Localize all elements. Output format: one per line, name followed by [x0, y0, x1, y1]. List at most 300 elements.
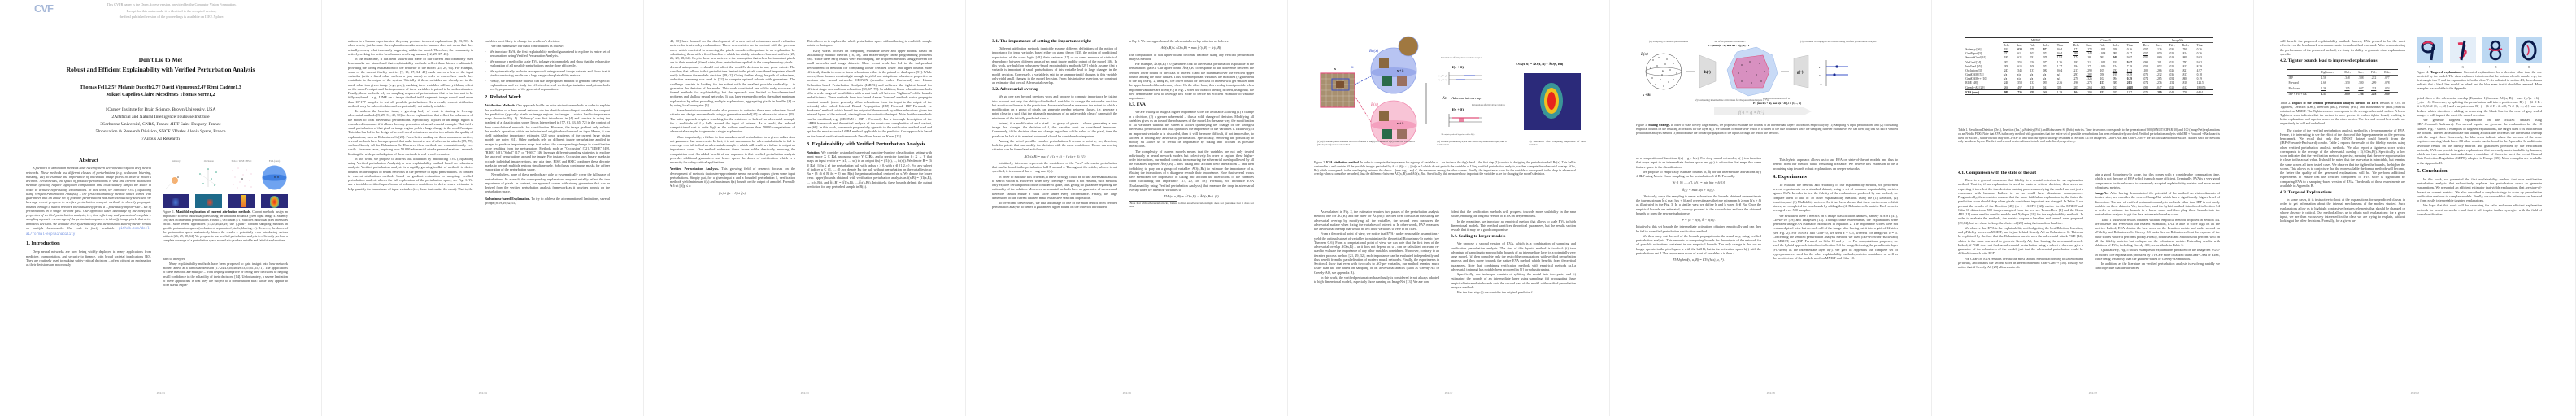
- occlusion-points-icon: [195, 164, 222, 191]
- abstract-column: Abstract A plethora of attribution methods have recently been developed to explain deep neural networks. These methods use different classes of perturbations (e.g, occlusion, blurring, masking, etc) to estimate the importance of individual image pixels to drive a model's decision. Nevertheless, the space of possible perturbations is vast and current attribution methods typically require significant computation time to accurately sample the space in order to achieve high-quality explanations. In this work, we introduce EVA (Explaining using Verified Perturbation Analysis) – the first explainability method which comes with guarantees that an entire set of possible perturbations has been exhaustively searched. We leverage recent progress in verified perturbation analysis methods to directly propagate bounds through a neural network to exhaustively probe a – potentially infinite-size – set of perturbations in a single forward pass. Our approach takes advantage of the beneficial properties of verified perturbation analysis, i.e., time efficiency and guaranteed complete – sampling agnostic – coverage of the perturbation space – to identify image pixels that drive a model's decision. We evaluate EVA systematically and demonstrate state-of-the-art results on multiple benchmarks. Our code is freely available: github.com/deel-ai/formal-explainability 1. Introduction Deep neural networks are now being widely deployed in many applications from medicine, transportation, and security to finance, with broad societal implications [40]. They are routinely used to making safety-critical decisions – often without an explanation as their decisions are notoriously: [26, 158, 152, 266]
- table-cell: -.018: [2099, 52, 2106, 56]
- footnote: 1Note that with adversarial attacks, failure to find an adversarial example does not guarantee that it does not exist.: [1129, 202, 1254, 209]
- group-header: MNIST: [2003, 38, 2069, 43]
- fig3-dots: ...: [1820, 81, 1822, 85]
- method-name: SmoothGrad [61]: [1965, 56, 1986, 60]
- table-cell: .082: [2042, 68, 2048, 72]
- table-cell: .174: [2073, 56, 2078, 60]
- table-cell: .378: [2029, 47, 2035, 51]
- section-3-3: 3.3. EVA: [1129, 102, 1146, 108]
- table-cell: .209: [2370, 81, 2377, 85]
- sample-image: [1382, 76, 1392, 86]
- table-cell: .274: [2370, 86, 2377, 90]
- fig2-label-c-dog: c (e.g. 'Dog'): [1438, 76, 1447, 77]
- right-column: 9 3 8 8 Figure 4. Targeted explanations. Generated explanations for a decision other than the one predicted by the model. The class explained is indicated at the bottom of each sample, e.g., the first sample is a '4' and the explanation is for the class '9'. As indicated in section 4.3, the red areas indicate that a black line should be added and the blue areas that it should be removed. More examples are available in the Appendix. geted class c' the adversarial overlap (Equation 1) become AO(x, B) = max f_c'(x + δ) − f_c(x + δ). Moreover, by splitting the perturbation ball into a positive one B(+) = {δ ∈ B : δi ≥ 0, ∀i ∈ {1, ..., d}} and a negative one B(−) = {δ ∈ B : δi ≤ 0, ∀i ∈ {1, ..., d}}, one can deduce which direction – adding or removing the black line in the case of gray-scaled images – will impact the most the model decision. We generate targeted explanations on the MNIST dataset using (IBP+Forward+Backward). For several inputs, we generate the explanation for the 10 classes. Fig. 7 shows 4 examples of targeted explanations, the target class c' is indicated at the bottom. The red areas indicate that adding a black line increases the adversarial overlap with the target class. Conversely, the blue areas indicate where the increase of the score requires removing black lines. All other results can be found in the Appendix. In addition to favorable results on the fidelity metrics and guarantees provided by the verification methods, EVA can provide targeted explanations that are easily understandable by humans, which are two qualities that make them a candidate of choice to meet the recent General Data Protection Regulation (GDPR) adopted in Europe [35]. More examples are available in the Appendix H. 5. Conclusion In this work, we presented the first explainability method that uses verification perturbation analysis that exhaustively explores the perturbation space to generate explanations. We presented an efficient estimator that yields explanations that are state-of-the-art on current metrics. We also described a simple strategy to scale up perturbation verification methods to complex models. Finally, we showed that this estimator can be used to form easily interpretable targeted explanations. We hope that this work will for searching for safer and more efficient explanation methods for neural networks – and that it will inspire further synergies with the field of formal verification.: [2417, 37, 2542, 380]
- table-cell: .102: [2099, 77, 2105, 81]
- left-column: 42, 60] have focused on the development of a new set of robustness-based evaluation metrics for trustworthy explanations. These new metrics are in contrast with the previous ones, which consisted in removing the pixels considered important in an explanation by substituting them with a fixed baseline – which inevitably introduces bias and artifacts [25, 26, 29, 38, 64]. Key to these new metrics is the assumption that when the important pixels are in their nominal (fixed) state, then perturbations applied to the complementary pixels – deemed unimportant – should not affect the model's decision to any great extent. The corollary that follows is that perturbations limited to the pixels considered important should easily influence the model's decision [29,42]. Going further along the path of robustness, abductive reasoning was used in [32] to compute optimal subsets with guarantees. The challenge consists in looking for the subset with the smallest possible cardinality – to guarantee the decision of the model. This work constituted one of the early successes of formal methods for explainability, but the approach was limited to low-dimensional problems and shallow neural networks. It was later extended to relax the subset minimum explanation by either providing multiple explanations, aggregating pixels in bundles [6] or by using local surrogates [9]. Some heuristics-oriented works also propose to optimize these new robustness based criteria and design new methods using a generative model [47] or adversarial attacks [29]. The latter approach requires searching for the existence or lack of an adversarial example for a multitude of ℓp balls around the input of interest. As a result, the induced computational cost is quite high as the authors used more than 50000 computations of adversarial examples to generate a single explanation. More importantly, a failure to find an adversarial perturbation for a given radius does not guarantee that none exists. In fact, it is not uncommon for adversarial attacks to fail to converge – or fail to find an adversarial example – which will result in a failure to output an importance score. Our method addresses these issues while drastically reducing the computation cost. An added benefit of our approach is that verified perturbation analysis provides additional guarantees and hence opens the doors of certification which is a necessity for safety-critical applications. Verified Perturbation Analysis. This growing field of research focuses on the development of methods that outer-approximate neural network outputs given some input perturbations. Simply put, for a given input x and a bounded perturbation δ, verification methods yield minimum f(x) and maximum f̄(x) bounds on the output of a model. Formally ∀ δ s.t ||δ||p ≤ ε: f(x) ≤ f(x + δ) ≤ f̄(x).: [670, 39, 796, 195]
- table-cell: .385: [2112, 81, 2118, 85]
- table-cell: .133: [2029, 81, 2035, 85]
- table-cell: .154: [2169, 81, 2174, 85]
- table-cell: .019: [2169, 56, 2174, 60]
- right-column: fident that the verification methods will progress towards more scalability in the near future, enabling the original version of EVA on deeper models. In the meantime, we introduce an empirical method that allows to scale EVA to high dimensional models. This method sacrifices theoretical guarantees, but the results section reveals that it may be a good compromise. 3.4. Scaling to larger models We propose a second version of EVA, which is a combination of sampling and verification perturbation analysis. The aim of this hybrid method is twofold: (i) take advantage of sampling to approach the bounds of an intermediate layer in a potentially very large model, (ii) then complete only the rest of the propagations with verified perturbation analysis and thus move towards the native EVA method which benefits from theoretical guarantees. Note that, combining verification methods with empirical methods (a.k.a adversarial training) has notably been proposed in [5] for robust training. Specifically, our technique consists of splitting the model into two parts, and (i) estimating the bounds of an intermediate layer using sampling, (ii) propagating these empirical intermediate bounds onto the second part of the model with verified perturbation analysis methods. For the first step (i) we consider the original predictor f: [1451, 210, 1576, 294]
- table-cell: .232: [2112, 68, 2118, 72]
- page-number: 16156: [1122, 391, 1131, 395]
- page-number: 16159: [2088, 391, 2097, 395]
- column-header: Time: [2056, 43, 2064, 47]
- table-cell: 0.36: [2196, 47, 2202, 51]
- table-cell: .232: [2156, 73, 2162, 77]
- column-header: Ins.↑: [2156, 43, 2163, 47]
- table-cell: 1.55: [2320, 92, 2343, 98]
- table-cell: .054: [2169, 77, 2174, 81]
- table-cell: .171: [2086, 64, 2092, 68]
- table-cell: .048: [2112, 56, 2118, 60]
- table-cell: .260: [2003, 85, 2009, 89]
- table-cell: .048: [2168, 90, 2181, 95]
- figure-2-caption: Figure 2. EVA attribution method. In order to compute the importance for a group of variables u – for instance the dog's head – the first step (1) consists in designing the perturbation ball Bu(x). This ball is centered in x and contain all the possible images perturbed by δ s.t ||δ||p ≤ ε, ||δu||p = 0 which do not perturb the variables u. Using verified perturbation analysis, we then compute the adversarial overlap ĀO(x, Bu) which corresponds to the overlapping between the class c – here dog – and c', the maximum among the other classes. Finally, the importance score for the variable u corresponds to the drop in adversarial overlap when u cannot be perturbed, thus the difference between ĀO(x, B) and ĀO(x, Bu). Specifically, this measures how important the variables u are for changing the model's decision.: [1314, 161, 1576, 176]
- left-column: will benefit the proposed explainability method. Indeed, EVA proved to be the most effective on the benchmark when an accurate formal method was used. After demonstrating the performance of the proposed method, we study its ability to generate class explanations specific. 4.2. Tighter bounds lead to improved explanations Tightness↓ Del.↓ Ins.↑ Fid.↑ Rob.↓ IBP 4.58 .348 .588 .222 .077 Forward 2.66 .350 .580 .209 .078 Backward 2.36 .115 .607 .274 .074 IBP + Fo. + Ba. 1.55 .089 .736 .428 .069 Table 2. Impact of the verified perturbation analysis method on EVA. Results of EVA on Tightness, Deletion (Del.), Insertion (Ins.), Fidelity (Fid.) and Robustness-Sr (Rob.) metrics obtained on MNIST. The Tightness score corresponds to the average adversarial surface. A lower Tightness score indicates that the method is more precise: it reaches tighter bound, resulting in better explanations and superior scores on the other metrics. The first and second best results are respectively in bold and underlined. The choice of the verified perturbation analysis method is a hyperparameter of EVA. Hence, it is interesting to see the effect of the choice of this hyperparameter on the previous benchmark. We recall that only the MNIST dataset could benefit from the (IBP+Forward+Backward) combo. Table 2 reports the results of the fidelity metrics using other verified perturbation analysis methods. We also report a tightness score which corresponds to the average of the adversarial overlap : E(ĀO(x,B)). Specifically, a low score indicates that the verification method is precise, meaning that the over-approximation is closer to the actual value. It should be noted that the true value is intractable, but remains the same across all three tested cases. We observe that the tighter the bounds, the higher the scores. This allows us to conjecture that the more scalable the formal methods will become, the better the quality of the generated explanations will be. We perform additional experiments to ensure that the certified component of EVA score is significant by comparing EVA to a sampling-based version of EVA. The details of those experiments are available in Appendix B. 4.3. Targeted Explanations In some cases, it is instructive to look at the explanations for unpredicted classes in order to get information about the internal mechanisms of the models studied. Such explanations allow us to highlight contrastive features: elements that should be changed or whose absence is critical. Our method allows us to obtain such explanations: for a given input, we are then exclusively interested in the class we are trying to explain, without looking at the other decisions. Formally, for a given tar-: [2280, 39, 2405, 223]
- sample-image: [1397, 76, 1407, 86]
- table-cell: .194: [2073, 64, 2078, 68]
- table-cell: .200: [2073, 52, 2078, 56]
- method-name: Greedy-AS [29]: [1965, 85, 1985, 89]
- table-cell: .070: [2142, 90, 2156, 95]
- table-cell: 0.39: [2126, 73, 2133, 77]
- table-cell: .157: [2099, 81, 2105, 85]
- table-cell: .070: [2042, 56, 2048, 60]
- abstract-text: A plethora of attribution methods have recently been developed to explain deep neural networks. These methods use different classes of perturbations (e.g, occlusion, blurring, masking, etc) to estimate the importance of individual image pixels to drive a model's decision. Nevertheless, the space of possible perturbations is vast and current attribution methods typically require significant computation time to accurately sample the space in order to achieve high-quality explanations. In this work, we introduce EVA (Explaining using Verified Perturbation Analysis) – the first explainability method which comes with guarantees that an entire set of possible perturbations has been exhaustively searched. We leverage recent progress in verified perturbation analysis methods to directly propagate bounds through a neural network to exhaustively probe a – potentially infinite-size – set of perturbations in a single forward pass. Our approach takes advantage of the beneficial properties of verified perturbation analysis, i.e., time efficiency and guaranteed complete – sampling agnostic – coverage of the perturbation space – to identify image pixels that drive a model's decision. We evaluate EVA systematically and demonstrate state-of-the-art results on multiple benchmarks. Our code is freely available: github.com/deel-ai/formal-explainability: [26, 166, 152, 236]
- fig3-bx: B(x): [1641, 53, 1648, 57]
- digit-explanation-image: [2450, 37, 2476, 63]
- table-cell: .154: [2112, 64, 2118, 68]
- cvf-logo: CVF: [34, 2, 53, 15]
- table-1: [1965, 37, 2213, 95]
- table-cell: .580: [2358, 81, 2364, 85]
- table-cell: 20.5: [2126, 81, 2133, 85]
- column-header: Fid.↑: [2369, 70, 2382, 76]
- equation-set: P = [h − h(x), h̄ − h(x)].: [1682, 218, 1716, 222]
- group-header: Cifar-10: [2073, 38, 2139, 43]
- table-cell: .143: [2086, 52, 2092, 56]
- section-4: 4. Experiments: [1773, 173, 1807, 180]
- table-cell: .195: [2112, 73, 2118, 77]
- fig3-g: g(·): [1797, 71, 1804, 75]
- figure-1: [163, 159, 288, 208]
- abstract-heading: Abstract: [79, 158, 98, 163]
- fig3-step3: (3) Continue to propagate the bounds using verified perturbation analysis: [1800, 40, 1877, 43]
- table-cell: .137: [2029, 68, 2035, 72]
- table-cell: .105: [2099, 68, 2105, 72]
- targeted-explanation: 8: [2516, 37, 2542, 69]
- method-name: GradCAM [53]: [1965, 73, 1984, 77]
- section-5: 5. Conclusion: [2417, 167, 2448, 174]
- column-header: Rob.↓: [2383, 70, 2398, 76]
- fig2-label-fxd: f(x + δ): [1452, 65, 1464, 69]
- table-cell: -.012: [2099, 60, 2106, 64]
- table-cell: 1.91: [2056, 56, 2063, 60]
- table-cell: 2.26: [2056, 81, 2063, 85]
- table-cell: .051: [2143, 56, 2148, 60]
- sample-image: [1379, 58, 1389, 68]
- eva-sphere-icon: [261, 164, 288, 191]
- table-cell: .428: [2369, 92, 2382, 98]
- sample-image: [1382, 129, 1392, 139]
- eva-heatmap: [261, 194, 288, 208]
- contribution-item: • Finally, we demonstrate that we can use the proposed method to generate class-specific explanations, and we study the effects of several verified perturbation analysis methods as a hyperparameter of the generated explanations.: [485, 79, 610, 92]
- table-cell: .758: [2182, 90, 2196, 95]
- table-cell: .769: [2182, 47, 2187, 51]
- page-6: [1610, 0, 1932, 416]
- table-cell: 0.19: [2196, 77, 2202, 81]
- table-cell: .331: [2029, 56, 2035, 60]
- table-cell: .088: [2143, 85, 2148, 89]
- table-cell: 7.19: [2126, 64, 2133, 68]
- table-cell: .216: [2029, 60, 2035, 64]
- table-cell: .222: [2003, 52, 2009, 56]
- column-header: Del.↓: [2003, 43, 2010, 47]
- fig2-title: EVA(x, u) = ĀO(x, B) − ĀO(x, Bu): [1516, 62, 1564, 66]
- column-header: [2287, 70, 2320, 76]
- left-column: as a composition of functions f(x) = g ∘ h(x). For deep neural networks, h(·) is a function that maps input to an intermediate feature space and g(·) is a function that maps this same feature space to the classification. We propose to empirically estimate bounds (h, h̄) for the intermediate activations h(·) ∈ ℝd' using Monte-Carlo sampling on the perturbation δ ∈ B. Formally: ∀j ∈ [0, ..., d'], h[j] = min h(x + δi)[j] h̄[j] = max h(x + δi)[j]. Obviously, since the sampling is never exhaustive, the bounds obtained underestimate the true maximum h̄ ≤ max h(x + δ) and overestimates the true minimum h ≥ min h(x + δ) as illustrated in the Fig. 3. In a similar way, we define h and h̄ when δ ∈ Bu. Once the empirical bounds are estimated, we may proceed to the second step and use the obtained bounds to form the new perturbation set P = [h − h(x), h̄ − h(x)]. Intuitively, this set bounds the intermediate activations obtained empirically and can then be fed to a verified perturbation verification method. We then carry out the end of the bounds propagation in the usual way, using verified perturbation analysis. This amounts to computing bounds for the outputs of the network for all possible activations contained in our empirical bounds. The only change is that we no longer operate in the pixel space x with the ball B, but in the activation space h(·) with the perturbations set P. The importance score of a set of variables u is then : EVAhybrid(x, u, B) = EVA(h(x), u, P).: [1636, 156, 1761, 262]
- fig1-saliency: Saliency: [163, 159, 189, 208]
- affiliations: 1Carney Institute for Brain Science, Brown University, USA 2Artificial and Natural Intelligence Toulouse Institute 3Sorbonne Université, CNRS, France 4IRT Saint-Exupery, France 5Innovation & Research Division, SNCF 6Thales Alenia Space, France 7Airbus AI Research: [95, 107, 226, 141]
- table-cell: .787: [2182, 60, 2187, 64]
- fig3-h: h(·): [1704, 71, 1711, 75]
- table-cell: .069: [2383, 92, 2398, 98]
- table-cell: 0.18: [2196, 73, 2202, 77]
- figure-2: [1312, 34, 1589, 156]
- table-row: [2287, 86, 2398, 92]
- column-header: Del.↓: [2073, 43, 2080, 47]
- table-cell: 0.04: [2056, 52, 2063, 56]
- targeted-explanation: 8: [2482, 37, 2509, 69]
- table-cell: .108: [2029, 64, 2035, 68]
- table-cell: 2.36: [2321, 86, 2326, 90]
- fig3-emp: Empirical estimation of H :: [1763, 97, 1791, 100]
- right-column: in Eq. 1. We can upper bound the adversarial overlap criterion as follows: AO(x,B) ≤ ĀO(x,B) = max f̄c'(x,B) − fc(x,B). The computation of this upper bound becomes tractable using any verified perturbation analysis method. For example, ĀO(x,B) ≤ 0 guarantees that no adversarial perturbation is possible in the perturbation space.1 Our upper bound ĀO(x,B) corresponds to the difference between the verified lower bound of the class of interest c and the maximum over the verified upper bounds among the other classes. Thus, when important variables are modified (e.g the head of the dog in Fig. 2, using B), the lower bound for the class of interest will get smaller than the upper bound of the adversary class. On the other hand, this overlap is not possible when important variables are fixed (e.g in Fig. 2 when the head of the dog is fixed, using Bu). We now demonstrate how to leverage this score to derive an efficient estimator of variable importance. 3.3. EVA We are willing to assign a higher importance score for a variable allowing (1) a change in a decision, (2) a greater adversarial – thus a solid change of decision. Modifying all variables gives us an idea of the robustness of the model. In the same way, the modification of all variables without the subset u allows quantifying the change of the strongest adversarial perturbation and thus quantifies the importance of the variables u. Intuitively, if an important variable u is discarded, then it will be more difficult, if not impossible, to succeed in finding any adversarial perturbation. Specifically, removing the possibility to modify xu allows us to reveal its importance by taking into account its possible interactions. The complexity of current models means that the variables are not only treated individually in neural network models but collectively. In order to capture these higher-order interactions, our method consists in measuring the adversarial overlap allowed by all the variables together ĀO(x,B) – thus taking into account their interactions – and then forbidding to play on a group of variables ĀO(x,Bu) to estimate the importance of u. Making the interactions of u disappear reveals their importance. Note that several works have mentioned the importance of taking into account the interactions of the variables when calculating the importance [17, 20, 30, 48]. Formally, we introduce EVA (Explainability using Verified perturbation Analysis) that measure the drop in adversarial overlap when we fixed the variables u: EVA(x, u, B) = ĀO(x,B) − ĀO(x,Bu). (2) 1Note that with adversarial attacks, failure to find an adversarial example does not guarantee that it does not exist.: [1129, 39, 1254, 209]
- equation-ao: AO(x,B) ≤ ĀO(x,B) = max f̄c'(x,B) − fc(x,B).: [1160, 46, 1222, 50]
- fig2-label-pert-except: Perturbations affecting all the variables except u: [1441, 57, 1482, 59]
- page-1: [0, 0, 322, 416]
- fig2-label-b: B(x): [1371, 103, 1378, 107]
- table-cell: .093: [2042, 81, 2048, 85]
- method-name: GradCAM++ [10]: [1965, 77, 1987, 81]
- table-cell: .222: [2370, 76, 2377, 80]
- dashed-connector: [1355, 96, 1371, 122]
- table-cell: .069: [2156, 56, 2162, 60]
- method-name: GradInput [3]: [1965, 52, 1982, 56]
- table-cell: .041: [2042, 85, 2048, 89]
- table-cell: .809: [2182, 56, 2187, 60]
- table-cell: 12.7: [2126, 90, 2139, 95]
- table-cell: .607: [2358, 86, 2364, 90]
- table-cell: .273: [2086, 81, 2092, 85]
- table-cell: .183: [2073, 60, 2078, 64]
- table-cell: .056: [2099, 73, 2105, 77]
- table-cell: .100: [2143, 68, 2148, 72]
- table-cell: .621: [2017, 56, 2022, 60]
- table-cell: .026: [2112, 47, 2118, 51]
- table-cell: 6454: [2195, 90, 2213, 95]
- table-cell: .736: [2016, 90, 2028, 95]
- column-header: Tightness↓: [2320, 70, 2343, 76]
- table-cell: .077: [2384, 76, 2390, 80]
- table-cell: .352: [2099, 90, 2112, 95]
- table-cell: .201: [2156, 60, 2162, 64]
- column-header: Rob.↓: [2042, 43, 2050, 47]
- column-header: Time: [2126, 43, 2134, 47]
- table-cell: .615: [2017, 64, 2022, 68]
- fig3-c: c: [1819, 65, 1821, 69]
- page-3: [644, 0, 966, 416]
- fig3-x: x: [1662, 69, 1664, 72]
- table-cell: 0.16: [2126, 47, 2133, 51]
- left-column: As explained in Fig. 2, the estimator requires two passes of the perturbation analysis method; one for ĀO(B), and the other for ĀO(Bu): the first term consists in measuring the adversarial overlap by modifying all the variables, the second term measures the adversarial surface when fixing the variables of interest u. In other words, EVA measures the adversarial overlap that would be left if the variables u were to be fixed. From a theoretical point of view, we notice that EVA - under reasonable assumptions - yield the optimal subset of variables to minimize the theoretical Robustness-Sr metric (see Theorem C.6). From a computational point of view, we can note that the first term of the adversarial overlap ĀO(x,B) – as it does not depend on u – can be calculated once and re-used to evaluate the importance of any other variables considered. Moreover, contrary to an iterative process method [21, 29, 32], each importance can be evaluated independently and thus benefit from the parallelization of modern neural networks. Finally, the experiments in Section 4 show that even with two calls to ĀO per variables, our method remains much faster than the one based on sampling or on adversarial attacks (such as Greedy-AS or Greedy-AO, see appendix B). In this work, the verified perturbation-based analysis considered is not always adapted to high dimensional models, especially those running on ImageNet [13]. We are con-: [1314, 210, 1439, 284]
- table-cell: 9.07: [2126, 56, 2133, 60]
- table-cell: .817: [2182, 73, 2187, 77]
- method-name: IBP + Fo. + Ba.: [2287, 92, 2320, 98]
- fig3-step1: (1) Sampling N random perturbations: [1649, 40, 1688, 43]
- saliency-heatmap: [163, 194, 189, 208]
- table-cell: .270: [2073, 77, 2078, 81]
- right-column: This hybrid approach allows us to use EVA on state-of-the-art models and thus to benefit from our method while remaining tractable. We believe this extension to be a promising step towards robust explanations on deeper networks. 4. Experiments To evaluate the benefits and reliability of our explainability method, we performed several experiments on a standard dataset, using a set of common explainability metrics against EVA. In order to test the fidelity of the explanations produced by our method, we compare them to that of 10 other explainability methods using the (1) Deletion, (2) Insertion, and (3) MuFidelity metrics. As it has been shown that these metrics can exhibit biases, we completed the benchmark by adding the (4) Robustness-Sr metric. Each score is averaged over 500 samples. We evaluated these 4 metrics on 3 image classification datasets, namely MNIST [41], CIFAR-10 [39] and ImageNet [13]. Through these experiments, the explanations were generated using EVA estimator introduced in Equation 2. The importance scores were not evaluated pixel-wise but on each cell of the image after having cut it into a grid of 12 sides (see Fig. 2). For MNIST and Cifar-10, we used ε = 0.5, whereas for ImageNet ε = 5. Concerning the verified perturbation analysis method, we used (IBP+Forward+Backward) for MNIST, and (IBP+Forward) on Cifar-10 and p = ∞. For computational purposes, we used the hybrid approach introduce in Section 3.4 for ImageNet using the penultimate layer (FC-4096) as the intermediate layer h(·). We give in Appendix the complete set of hyperparameters used for the other explainability methods, metrics considered as well as the architecture of the models used on MNIST and Cifar-10.: [1773, 158, 1898, 260]
- authors: Thomas Fel1,2,5† Melanie Ducoffe2,7† David Vigouroux2,4† Rémi Cadène1,3 Mikael Capelle6 Claire Nicodème5 Thomas Serre1,2: [80, 85, 242, 98]
- left-column: 3.1. The importance of setting the importance right Different attribution methods implicitly assume different definitions of the notion of importance for input variables based either on game theory [43], the notion of conditional expectation of the score logits [48], their variance [17] or on some measure of statistical dependency between different areas of an input image and the output of the model [46]. In this work, we build on robustness-based explainability methods [29] which assume that a variable is important if small perturbations of this variable lead to large changes in the model decision. Conversely, a variable is said to be unimportant if changes to this variable only yield small changes in the model decision. From this intuitive assertion, we construct an estimator that we call Adversarial overlap. 3.2. Adversarial overlap We go one step beyond previous work and propose to compute importance by taking into account not only the ability of individual variables to change the network's decision but also its confidence in the prediction. Adversarial overlap measures the extent to which a modification on a group of pixels can generate overlap between classes, i.e. generate a point close to x such that the attainable maximum of an unfavorable class c' can match the minimum of the initially predicted class c. Indeed, if a modification of a pixel – or group of pixels – allows generating a new image that changes the decision of f, this variable must be considered important. Conversely, if the decision does not change regardless of the value of the pixel, then the pixel can be left at its nominal value and should be considered unimportant. Among the set of possible variable perturbations δ around a point x, we, therefore, look for points that can modify the decision with the most confidence. Hence our scoring criterion can be formulated as follows: AOc(x,B) = max f_c'(x + δ) − f_c(x + δ). (1) Intuitively, this score represents the confidence of the "best" adversarial perturbation that can be found in the perturbation ball B around x. Throughout the article, when c is not specified, it is assumed that c = arg max f(x). In order to estimate this criterion, a naive strategy could be to use adversarial attacks to search within B. However, when they converge - which is not ensured, such methods only explore certain points of the considered space, thus giving no guarantee regarding the optimality of the solution. Moreover, adversarial methods have no guarantee of success and therefore cannot ensure a valid score under every circumstance. Finally, the large dimensions of the current datasets make exhaustive searches impossible. To overcome these issues, we take advantage of one of the main results from verified perturbation analysis to derive a guaranteed upper bound on the criterion introduced: [992, 39, 1117, 210]
- fig3-set-all: Set of all possible activations :: [1714, 40, 1747, 43]
- right-column: This allows us to explore the whole perturbation space without having to explicitly sample points in that space. Early works focused on computing reachable lower and upper bounds based on satisfiability modulo theories [16, 36], and mixed-integer linear programming problems [66]. While these early results were encouraging, the proposed methods struggled even for small networks and image datasets. More recent work has led to the independent development of methods for computing looser certified lower and upper bounds more efficiently thanks to convex linear relaxations either in the primal or dual space [51]. While looser, those bounds remain tight enough to yield non-ubiquitous robustness properties on medium size neural networks. CROWN (hereafter called Backward) uses Linear Relaxation-based Perturbation Analysis (LiRPA) and achieves the tightest bound for efficient single neuron linear relaxation [58, 67, 73]. In addition, linear relaxation methods offer a wide range of possibilities with a vast trade-off between "tightness" of the bounds and efficiency. These methods form two broad classes: 'forward' methods which propagate constant bounds (more generally affine relaxations from the input to the output of the network) also called Interval Bound Propagation (IBP, Forward, IBP+Forward) vs. 'backward' methods which bound the output of the network by affine relaxations given the internal layers of the network, starting from the output to the input. Note that these methods can be combined, e.g. (CROWN + IBP + Forward). For a thorough description of the LiRPA framework and theoretical analysis of the worst-case complexities of each variant, see [68]. In this work, we remain purposefully agnostic to the verification method used and opt for the most accurate LiRPA method applicable to the predictor. Our approach is based on the formal verification framework DecoMon, based on Keras [15]. 3. Explainability with Verified Perturbation Analysis Notation. We consider a standard supervised machine-learning classification setting with input space X ⊆ ℝd, an output space Y ⊆ ℝc, and a predictor function f : X → Y that maps an input vector x = (x1, ..., xd) to an output f(x) = (f1(x), ..., fc(x)). We denote B = {δ ∈ ℝd : ||δ||p ≤ ε} the perturbation ball with radius ε > 0, with p ∈ {1,2,∞}. For any subset of indices u ⊆ {1, ..., d}, we denote Bu the ball without perturbation on the variables in u: Bu = {δ : δ ∈ B, δu = 0} and B(x) the perturbation ball centered on x. We denote the lower (resp. upper) bounds obtained with verification perturbation analysis as f(x,B) = (f1(x,B), ..., fc(x,B)), and f̄(x,B) = (f̄1(x,B), ..., f̄c(x,B)). Intuitively, these bounds delimit the output prediction for any perturbed sample in B(x).: [807, 39, 932, 188]
- equation-min: ∀j ∈ [0, ..., d'], h[j] = min h(x + δi)[j]: [1672, 180, 1725, 185]
- fig2-label-c-cat: c' (e.g. 'Cat'): [1438, 80, 1447, 81]
- column-header: Rob.↓: [2112, 43, 2120, 47]
- table-cell: .023: [2169, 52, 2174, 56]
- table-cell: .110: [2029, 85, 2034, 89]
- table-cell: .193: [2003, 47, 2009, 51]
- method-name: EVA (ours): [1965, 90, 2003, 95]
- method-name: Saliency [56]: [1965, 47, 1982, 51]
- table-cell: .023: [2169, 64, 2174, 68]
- table-cell: .297: [2073, 73, 2078, 77]
- table-cell: .074: [2384, 86, 2390, 90]
- figure-4-caption: Figure 4. Targeted explanations. Generated explanations for a decision other than the one predicted by the model. The class explained is indicated at the bottom of each sample, e.g., the first sample is a '4' and the explanation is for the class '9'. As indicated in section 4.3, the red areas indicate that a black line should be added and the blue areas that it should be removed. More examples are available in the Appendix.: [2417, 71, 2542, 90]
- column-header: Fid.↑: [2169, 43, 2176, 47]
- page-2: [322, 0, 644, 416]
- targeted-explanation: 3: [2450, 37, 2476, 69]
- page-5: [1288, 0, 1610, 416]
- table-cell: .058: [2143, 64, 2148, 68]
- equation-2: EVA(x, u, B) = ĀO(x,B) − ĀO(x,Bu). (2): [1164, 194, 1219, 198]
- watermark-text: This CVPR paper is the Open Access version, provided by the Computer Vision Foundation. Except for this watermark, it is identical to the accepted version; the final published version of the proceedings is available on IEEE Xplore.: [107, 2, 237, 19]
- table-cell: .115: [2344, 86, 2350, 90]
- table-cell: n/a: [2017, 77, 2021, 81]
- fig3-compose: f(·) = g ∘ h(·): [1738, 110, 1764, 115]
- table-cell: 1.76: [2056, 60, 2063, 64]
- fig3-step2: (2) Computing intermediate activations for the perturbated inputs x + δi: [1695, 98, 1769, 102]
- sample-points: [1650, 57, 1677, 86]
- table-cell: .207: [2003, 60, 2009, 64]
- table-cell: .069: [2042, 90, 2056, 95]
- grid-image: [1321, 73, 1355, 107]
- table-cell: .326: [2086, 77, 2092, 81]
- table-cell: 0.17: [2126, 52, 2133, 56]
- ball-b-equator: [1371, 120, 1416, 130]
- page-number: 16160: [2410, 391, 2419, 395]
- group-header: ImageNet: [2142, 38, 2213, 43]
- table-cell: .172: [2086, 47, 2092, 51]
- column-header: Fid.↑: [2029, 43, 2036, 47]
- right-column: variables most likely to change the predictor's decision. We can summarize our main contributions as follows: • We introduce EVA, the first explainability method guaranteed to explore its entire set of perturbations using Verified Perturbation Analysis. • We propose a method to scale EVA to large vision models and show that the exhaustive exploration of all possible perturbations can be done efficiently. • We systematically evaluate our approach using several image datasets and show that it yields convincing results on a large range of explainability metrics • Finally, we demonstrate that we can use the proposed method to generate class-specific explanations, and we study the effects of several verified perturbation analysis methods as a hyperparameter of the generated explanations. 2. Related Work Attribution Methods. Our approach builds on prior attribution methods in order to explain the prediction of a deep neural network via the identification of input variables that support the prediction (typically pixels or image regions for images – which lead to importance maps shown in Fig. 1). "Saliency" was first introduced in [4] and consists in using the gradient of a classification score. It was later refined in [57, 61, 63, 65, 72] in the context of deep convolutional networks for classification. However, the image gradient only reflects the model's operation within an infinitesimal neighborhood around an input.Hence, it can yield misleading importance estimates [22] since gradients of the current large vision models are noisy [61]. Other methods rely on different image perturbations applied to images to produce importance maps that reflect the corresponding change in classification score resulting from the perturbation. Methods such as "Occlusion" [72], "LIME" [49], "RISE" [48], "Sobol" [17] or "HSIC" [46] leverage different sampling strategies to explore the space of perturbations around the image. For instance, Occlusion uses binary masks to occlude individual image regions, one at a time. RISE and HSIC combines these discrete masks to perturb multiple regions simultaneously. Sobol uses continuous masks for a finer exploration of the perturbation space. Nevertheless, none of these methods are able to systematically cover the full space of perturbations. As a result, the corresponding explanations may not reliably reflect the true importance of pixels. In contrast, our approach comes with strong guarantees that can be derived from the verified perturbation analysis framework as it provides bounds on the perturbation space. Robustness-based Explanation. To try to address the aforementioned limitations, several groups [8,19,29,32,33,: [485, 39, 610, 174]
- figure-1-caption: Figure 1. Manifold exploration of current attribution methods. Current methods assign an importance score to individual pixels using perturbations around a given input image x. Saliency [56] uses infinitesimal perturbations around x, Occlusion [71] switches individual pixel intensities on/off. More recent approaches [17,43,46,48,49] use (Quasi-) random sampling methods in specific perturbation spaces (occlusion of segments of pixels, blurring, ...). However, the choice of the perturbation space undoubtedly biases the results – potentially even introducing serious artifacts [26, 29, 38, 64]. We propose to use verified perturbation analysis to efficiently perform a complete coverage of a perturbation space around x to produce reliable and faithful explanations.: [163, 210, 288, 242]
- table-cell: 4618: [2126, 85, 2133, 89]
- table-cell: .205: [2073, 85, 2078, 89]
- table-cell: .074: [2143, 81, 2148, 85]
- table-1-caption: Table 1. Results on Deletion (Del.), Insertion (Ins.), μFidelity (Fid.) and Robustness-Sr (Rob.) metrics. Time in seconds corresponds to the generation of 500 (MNIST/CIFAR-10) and 100 (ImageNet) explanations on an Nvidia P100. Note that EVA is the only method with guarantees that the entire set of possible perturbations has been exhaustively searched. Verified perturbation analysis with IBP + Forward + Backward is used for MNIST, with Forward only for CIFAR-10 and with our hybrid strategy described in Section 3.4 for ImageNet. Grad-CAM and Grad-CAM++ are not calculated on the MNIST dataset since the network only has dense layers. The first and second best results are in bold and underlined, respectively.: [1958, 128, 2220, 144]
- table-cell: .428: [2029, 90, 2042, 95]
- fig2-label-xd-2: x + δ: [1397, 121, 1404, 125]
- table-cell: .196: [2073, 81, 2078, 85]
- figure-3: [1641, 37, 1877, 119]
- fig3-cp: c': [1819, 73, 1821, 77]
- figure-2-subcaptions: (1) B(x) are the points around x in a ball of radius ε. Bu(x) is a subset of B(x) where the variables u (the dog head) are left untouched (2) Without perturbating u, we can't reach any adversarial input, thus u is important (3) Attribution after computing importance of each variables: [1317, 140, 1586, 146]
- section-3-2: 3.2. Adversarial overlap: [992, 87, 1039, 93]
- digit-explanation-image: [2516, 37, 2542, 63]
- table-cell: .181: [2086, 56, 2092, 60]
- table-cell: .209: [2003, 64, 2009, 68]
- table-cell: .588: [2358, 76, 2364, 80]
- table-cell: .074: [2042, 64, 2048, 68]
- table-cell: 0.04: [2056, 68, 2063, 72]
- equation-hybrid: EVAhybrid(x, u, B) = EVA(h(x), u, P).: [1673, 258, 1725, 262]
- table-cell: .107: [2029, 52, 2035, 56]
- table-cell: .098: [2143, 60, 2148, 64]
- page-4: [966, 0, 1288, 416]
- table-cell: 9.62: [2196, 60, 2202, 64]
- table-cell: .094: [2112, 77, 2118, 81]
- page-number: 16154: [478, 391, 487, 395]
- paper-title: Don't Lie to Me! Robust and Efficient Explainability with Verified Perturbation Analysis: [66, 56, 255, 73]
- sampling-points-icon: [228, 164, 255, 191]
- section-3-1: 3.1. The importance of setting the importance right: [992, 39, 1091, 44]
- section-introduction: 1. Introduction: [26, 240, 60, 247]
- table-cell: n/a: [2003, 73, 2008, 77]
- targeted-explanation: 9: [2417, 37, 2443, 69]
- table-cell: .050: [2156, 52, 2162, 56]
- fig2-label-all-outputs: All outputs produced by points within B(x): [1441, 133, 1475, 136]
- table-cell: .013: [2112, 85, 2118, 89]
- table-cell: .092: [2099, 56, 2105, 60]
- table-cell: 1.77: [2056, 64, 2063, 68]
- equation-1: AOc(x,B) = max f_c'(x + δ) − f_c(x + δ). (1): [1024, 154, 1086, 158]
- table-cell: .290: [2086, 68, 2092, 72]
- right-column: tain a good Robustness-Sr score, but this comes with a considerable computation time, which is not the case of EVA which is much more efficient. Eventually, EVA is a very good compromise for its relevance to commonly accepted explainability metrics and more recent robustness metrics. ImageNet After having demonstrated the potential of the method on vision datasets of limited size, we consider the case of ImageNet which has a significantly higher level of dimension. The use of verified perturbation analysis methods other than IBP is not easily scalable on these datasets. We, therefore, used the hybrid method introduced in Section 3.4 in order to estimate the bounds in a latent space and then plug those bounds into the perturbation analysis to get the final adversarial overlap score. Table 1 shows the results obtained with the empirical method proposed in Section 3.4. We observe that even with this relaxed estimation, EVA is able to score high on all the metrics. Indeed, EVA obtains the best score on the Insertion metric and ranks second on μFidelity and Robustness-Sr. Greedy-AS ranks first on Robustness-Sr at the expense of the other scores where it performs poorly. Finally, both RISE and SmoothGrad perform well on all the fidelity metrics but collapse on the robustness metric. Extending results with ablations of EVA, including Greedy-AO, are available in Table 3. Qualitatively, Fig. 5 shows examples of explanations produced on the ImageNet VGG-16 model. The explanations produced by EVA are more localized than Grad-CAM or RISE, while being less noisy than the gradient-based or Greedy-AS methods. In addition, as the literature on verified perturbation analysis is evolving rapidly we can conjecture that the advances: [2095, 172, 2220, 271]
- digit-explanation-image: [2417, 37, 2443, 63]
- fig3-emp-eq: P = [min h(x + δi), max h(x + δi)], i ∈ {1, ..., N}: [1753, 102, 1802, 105]
- table-2: [2287, 69, 2398, 98]
- column-header: Ins.↑: [2017, 43, 2023, 47]
- table-cell: 335: [2056, 85, 2062, 89]
- sample-image: [1397, 129, 1407, 139]
- contribution-item: • We propose a method to scale EVA to large vision models and show that the exhaustive exploration of all possible perturbations can be done efficiently.: [485, 59, 610, 68]
- table-cell: 0.39: [2126, 77, 2133, 81]
- table-cell: 0.36: [2196, 52, 2202, 56]
- figure-3-caption: Figure 3. Scaling strategy. In order to scale to very large models, we propose to estimate the bounds of an intermediate layer's activations empirically by (1) Sampling N input perturbations and (2) calculating empirical bounds on the resulting activations for the layer h(·). We can then form the set P which is a subset of the true bounds H since the sampling is never exhaustive. We can then plug this set into a verified perturbation analysis method (3) and continue the forward propagation of the inputs through the rest of the network.: [1636, 124, 1898, 135]
- table-cell: n/a: [2017, 73, 2021, 77]
- table-cell: .248: [2003, 81, 2009, 85]
- saliency-sphere-icon: [163, 164, 189, 191]
- table-cell: 9.07: [2126, 60, 2133, 64]
- table-cell: .036: [2169, 73, 2174, 77]
- table-cell: .558: [2017, 81, 2022, 85]
- empirical-box: [1732, 55, 1769, 88]
- fig3-set-all-eq: H = [min h(x + δ), max h(x + δ)], ||δ|| < ε: [1708, 44, 1750, 47]
- table-cell: 9.63: [2196, 56, 2202, 60]
- table-cell: .074: [2143, 77, 2148, 81]
- fig2-label-ao: ĀO = Adversarial overlap: [1442, 96, 1482, 100]
- table-cell: -.003: [2099, 85, 2106, 89]
- table-cell: .266: [2156, 68, 2162, 72]
- table-cell: .611: [2017, 52, 2022, 56]
- table-cell: .813: [2182, 64, 2187, 68]
- table-cell: .350: [2344, 81, 2350, 85]
- table-cell: -.021: [2099, 47, 2106, 51]
- table-cell: .089: [2343, 92, 2357, 98]
- table-cell: .023: [2169, 85, 2174, 89]
- table-cell: .497: [2017, 85, 2022, 89]
- column-header: Del.↓: [2143, 43, 2150, 47]
- table-row: [1965, 90, 2213, 95]
- table-cell: n/a: [2042, 73, 2047, 77]
- table-cell: .164: [2073, 90, 2086, 95]
- occlusion-heatmap: [195, 194, 222, 208]
- table-cell: .818: [2182, 81, 2187, 85]
- table-cell: .021: [2169, 60, 2174, 64]
- table-cell: 180056: [2196, 85, 2206, 89]
- table-cell: n/a: [2029, 73, 2034, 77]
- table-cell: 121.5: [2196, 81, 2204, 85]
- table-cell: .276: [2156, 81, 2162, 85]
- table-cell: .052: [2156, 64, 2162, 68]
- column-header: Time: [2196, 43, 2204, 47]
- table-cell: .078: [2384, 81, 2390, 85]
- page-number: 16155: [800, 391, 809, 395]
- fig2-label-fxd-2: f(x + δ): [1452, 107, 1464, 111]
- sampling-heatmap: [228, 194, 255, 208]
- table-cell: .247: [2003, 68, 2009, 72]
- table-cell: .089: [2003, 90, 2017, 95]
- method-name: IBP: [2288, 76, 2294, 80]
- method-name: Occlusion [3]: [1965, 68, 1982, 72]
- table-cell: .282: [2086, 73, 2092, 77]
- table-cell: .290: [2086, 90, 2098, 95]
- page-7: [1932, 0, 2254, 416]
- page-number: 16157: [1444, 391, 1453, 395]
- table-cell: .736: [2357, 92, 2370, 98]
- table-cell: 4.97: [2196, 68, 2202, 72]
- table-cell: n/a: [2042, 77, 2047, 81]
- table-cell: .612: [2182, 85, 2187, 89]
- sample-image: [1379, 111, 1389, 121]
- table-cell: .545: [2017, 68, 2022, 72]
- fig3-xd: x + δi: [1643, 93, 1651, 97]
- table-cell: .071: [2042, 47, 2048, 51]
- table-cell: .264: [2086, 85, 2092, 89]
- fig2-label-u: u: [1351, 66, 1354, 70]
- digit-explanation-image: [2482, 37, 2509, 63]
- table-cell: .800: [2182, 77, 2187, 81]
- method-name: VarGrad [34]: [1965, 60, 1982, 64]
- figure-4: [2417, 37, 2542, 69]
- table-cell: .348: [2344, 76, 2350, 80]
- code-link[interactable]: github.com/deel-ai/formal-explainability: [26, 227, 152, 236]
